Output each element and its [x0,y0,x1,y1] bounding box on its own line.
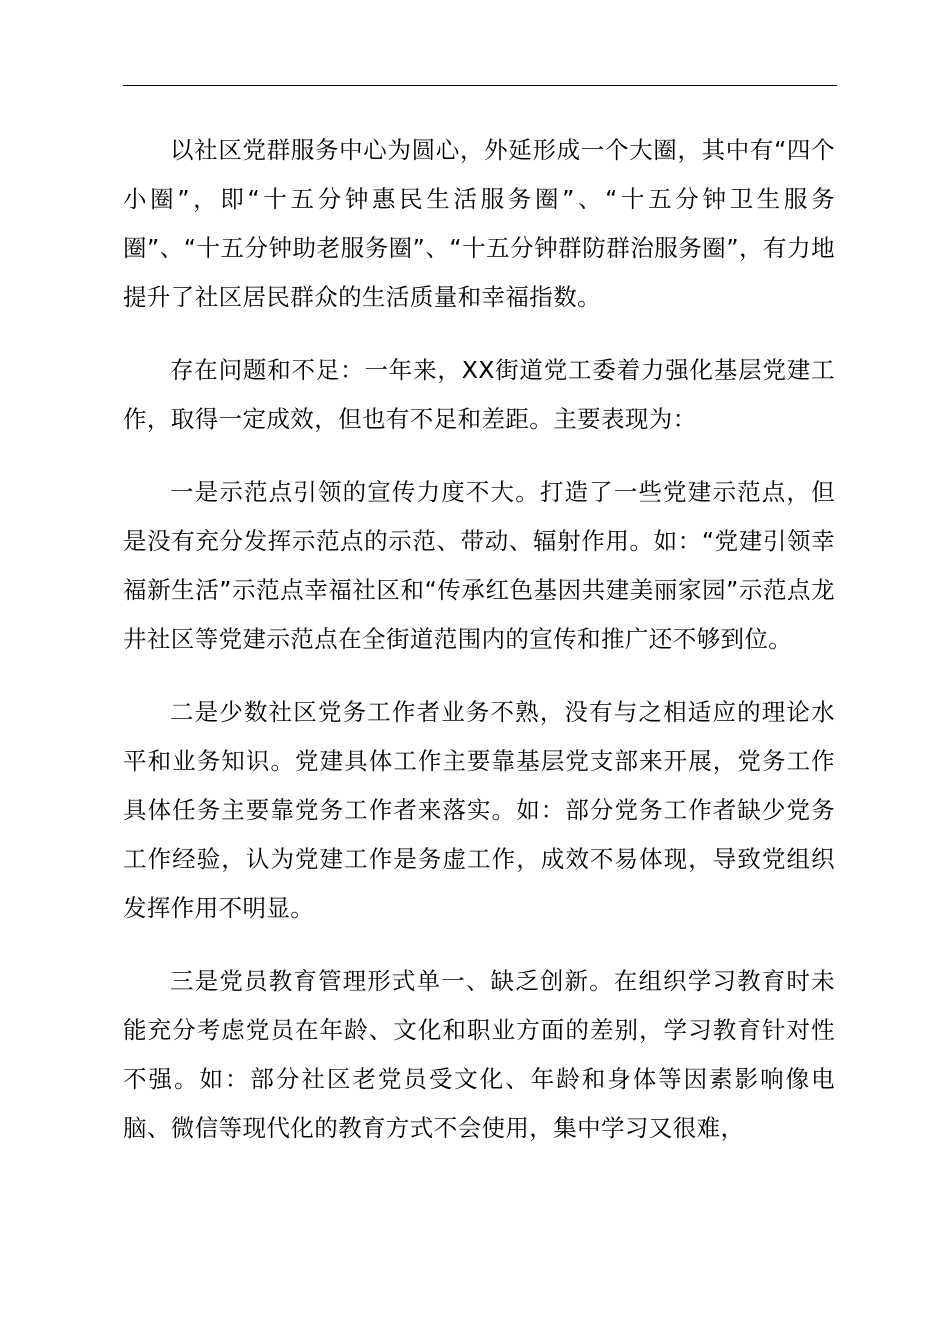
paragraph-service-circles: 以社区党群服务中心为圆心，外延形成一个大圈，其中有“四个小圈”，即“十五分钟惠民生活服务圈”、“十五分钟卫生服务圈”、“十五分钟助老服务圈”、“十五分钟群防群治服务圈”，有力地提升了社区居民群众的生活质量和幸福指数。 [123,136,835,311]
paragraph-problem-two: 二是少数社区党务工作者业务不熟，没有与之相适应的理论水平和业务知识。党建具体工作主要靠基层党支部来开展，党务工作具体任务主要靠党务工作者来落实。如：部分党务工作者缺少党务工作经验，认为党建工作是务虚工作，成效不易体现，导致党组织发挥作用不明显。 [123,698,835,922]
paragraph-problem-one: 一是示范点引领的宣传力度不大。打造了一些党建示范点，但是没有充分发挥示范点的示范、带动、辐射作用。如：“党建引领幸福新生活”示范点幸福社区和“传承红色基因共建美丽家园”示范点龙井社区等党建示范点在全街道范围内的宣传和推广还不够到位。 [123,478,835,653]
paragraph-problem-three: 三是党员教育管理形式单一、缺乏创新。在组织学习教育时未能充分考虑党员在年龄、文化和职业方面的差别，学习教育针对性不强。如：部分社区老党员受文化、年龄和身体等因素影响像电脑、微信等现代化的教育方式不会使用，集中学习又很难， [123,967,835,1142]
header-rule [123,85,837,86]
paragraph-problems-intro: 存在问题和不足：一年来，XX街道党工委着力强化基层党建工作，取得一定成效，但也有不足和差距。主要表现为： [123,356,835,433]
document-body [123,126,835,1177]
